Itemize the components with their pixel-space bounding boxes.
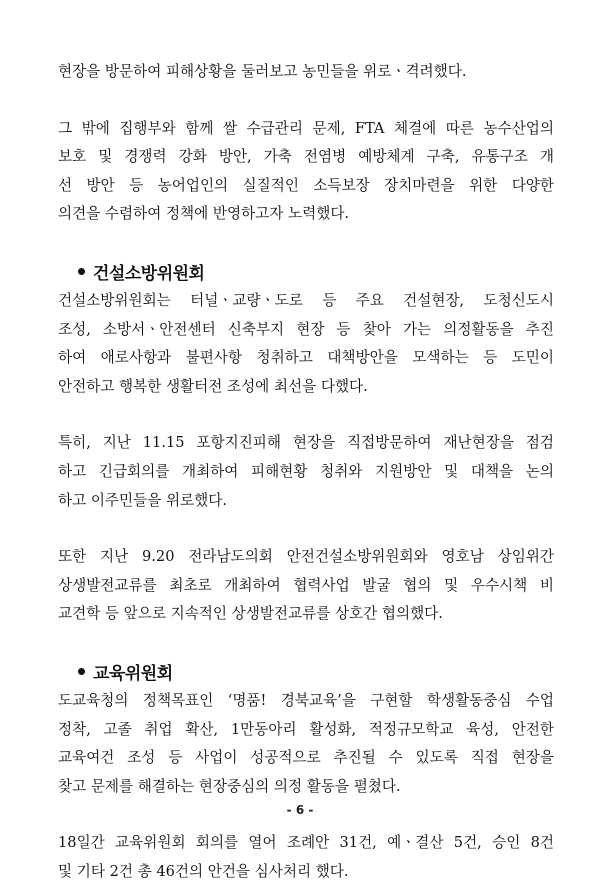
agriculture-paragraph — [58, 115, 554, 229]
text-line: 건설소방위원회는 터널ㆍ교량ㆍ도로 등 주요 건설현장, 도청신도시 — [58, 291, 554, 309]
construction-committee-heading — [78, 257, 554, 287]
education-paragraph-1 — [58, 687, 554, 801]
text-line: 교육여건 조성 등 사업이 성공적으로 추진될 수 있도록 직접 현장을 — [58, 749, 554, 767]
text-line: 그 밖에 집행부와 함께 쌀 수급관리 문제, FTA 체결에 따른 농수산업의 — [58, 119, 554, 137]
text-line: 도교육청의 정책목표인 ‘명품! 경북교육’을 구현할 학생활동중심 수업 — [58, 691, 554, 709]
text-line: 하여 애로사항과 불편사항 청취하고 대책방안을 모색하는 등 도민이 — [58, 349, 554, 367]
text-line: 교견학 등 앞으로 지속적인 상생발전교류를 상호간 협의했다. — [58, 605, 443, 623]
text-line: 현장을 방문하여 피해상황을 둘러보고 농민들을 위로ㆍ격려했다. — [58, 63, 467, 80]
text-line: 선 방안 등 농어업인의 실질적인 소득보장 장치마련을 위한 다양한 — [58, 176, 554, 194]
bullet-icon — [78, 268, 85, 275]
text-line: 조성, 소방서ㆍ안전센터 신축부지 현장 등 찾아 가는 의정활동을 추진 — [58, 320, 554, 338]
paragraph-gap — [58, 401, 554, 429]
paragraph-gap — [58, 229, 554, 257]
text-line: 특히, 지난 11.15 포항지진피해 현장을 직접방문하여 재난현장을 점검 — [58, 434, 554, 452]
text-line: 찾고 문제를 해결하는 현장중심의 의정 활동을 펼쳤다. — [58, 777, 401, 795]
document-page — [58, 58, 554, 886]
text-line: 정착, 고졸 취업 확산, 1만동아리 활성화, 적정규모학교 육성, 안전한 — [58, 720, 554, 738]
construction-paragraph-2 — [58, 429, 554, 515]
education-committee-heading — [78, 657, 554, 687]
paragraph-gap — [58, 87, 554, 115]
text-line: 보호 및 경쟁력 강화 방안, 가축 전염병 예방체계 구축, 유통구조 개 — [58, 148, 554, 166]
text-line: 상생발전교류를 최초로 개최하여 협력사업 발굴 협의 및 우수시책 비 — [58, 576, 554, 594]
bullet-icon — [78, 668, 85, 675]
education-paragraph-2 — [58, 829, 554, 886]
intro-paragraph — [58, 58, 554, 87]
text-line: 및 기타 2건 총 46건의 안건을 심사처리 했다. — [58, 862, 349, 880]
construction-paragraph-3 — [58, 543, 554, 629]
construction-paragraph-1 — [58, 287, 554, 401]
text-line: 하고 긴급회의를 개최하여 피해현황 청취와 지원방안 및 대책을 논의 — [58, 462, 554, 480]
page-number: - 6 - — [286, 803, 314, 817]
section-title: 건설소방위원회 — [93, 264, 205, 285]
paragraph-gap — [58, 515, 554, 543]
text-line: 18일간 교육위원회 회의를 열어 조례안 31건, 예ㆍ결산 5건, 승인 8건 — [58, 834, 554, 852]
text-line: 하고 이주민들을 위로했다. — [58, 491, 227, 509]
text-line: 안전하고 행복한 생활터전 조성에 최선을 다했다. — [58, 377, 368, 395]
text-line: 또한 지난 9.20 전라남도의회 안전건설소방위원회와 영호남 상임위간 — [58, 548, 554, 566]
paragraph-gap — [58, 629, 554, 657]
text-line: 의견을 수렴하여 정책에 반영하고자 노력했다. — [58, 205, 350, 223]
section-title: 교육위원회 — [93, 664, 173, 685]
